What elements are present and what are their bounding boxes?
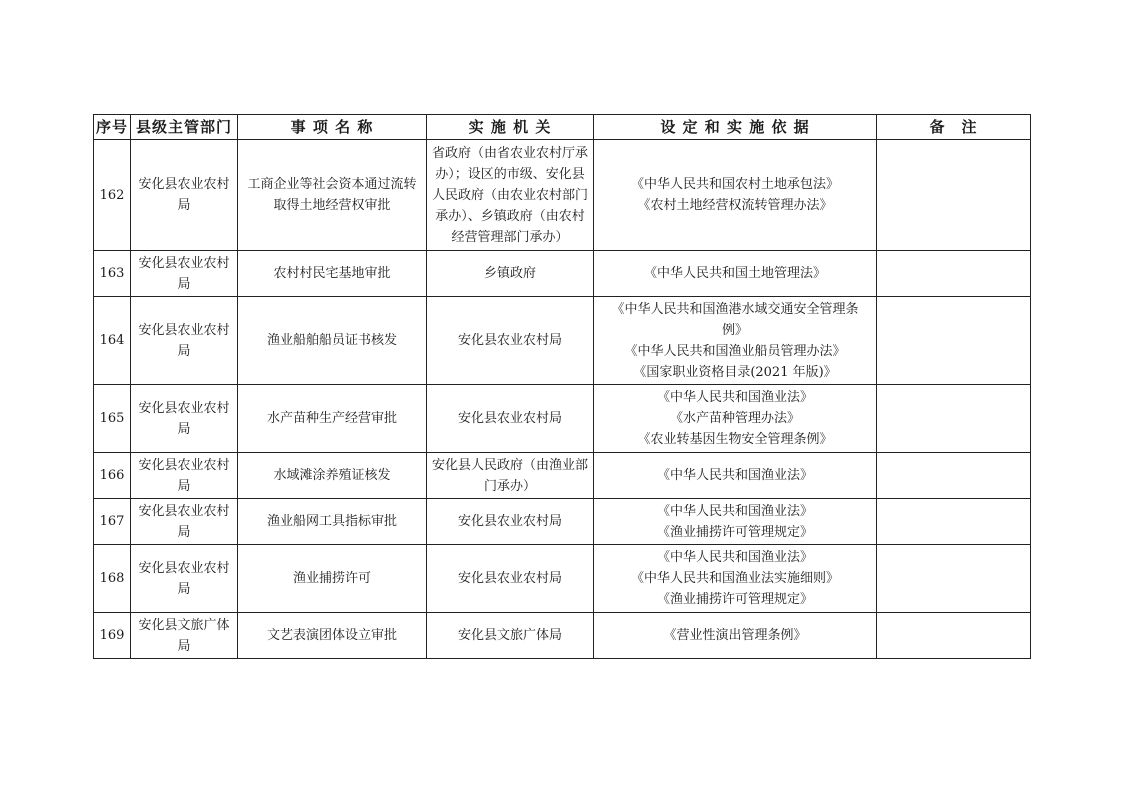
basis-cell-line: 《农业转基因生物安全管理条例》 <box>637 432 833 447</box>
authority-cell <box>427 545 594 613</box>
basis-cell-line: 例》 <box>721 322 748 338</box>
table-row <box>94 297 1031 385</box>
header-dept: 县级主管部门 <box>131 115 238 140</box>
authority-cell-line: 安化县农业农村局 <box>457 571 562 586</box>
dept-cell-line: 安化县农业农村 <box>138 322 230 338</box>
seq-cell: 168 <box>94 545 131 613</box>
header-basis: 设 定 和 实 施 依 据 <box>594 115 877 140</box>
basis-cell <box>594 385 877 453</box>
basis-cell-line: 《国家职业资格目录(2021 年版)》 <box>633 364 837 380</box>
dept-cell <box>131 613 238 659</box>
basis-cell-line: 《渔业捕捞许可管理规定》 <box>656 592 813 607</box>
seq-cell: 167 <box>94 499 131 545</box>
basis-cell-line: 《中华人民共和国农村土地承包法》 <box>630 177 839 192</box>
authority-cell <box>427 251 594 297</box>
table-row <box>94 545 1031 613</box>
basis-cell-line: 《中华人民共和国土地管理法》 <box>643 266 826 281</box>
basis-cell <box>594 297 877 385</box>
seq-cell: 165 <box>94 385 131 453</box>
header-item: 事 项 名 称 <box>238 115 427 140</box>
item-cell-line: 水产苗种生产经营审批 <box>266 411 397 426</box>
note-cell <box>877 297 1031 385</box>
authority-cell-line: 门承办） <box>483 478 536 494</box>
seq-cell: 162 <box>94 140 131 251</box>
basis-cell <box>594 499 877 545</box>
dept-cell-line: 安化县农业农村 <box>138 503 230 519</box>
item-cell-line: 渔业船舶船员证书核发 <box>266 333 397 348</box>
authority-cell-line: 人民政府（由农业农村部门 <box>431 187 588 203</box>
basis-cell-line: 《中华人民共和国渔业法实施细则》 <box>630 571 839 586</box>
basis-cell-line: 《中华人民共和国渔港水域交通安全管理条 <box>611 301 859 317</box>
authority-cell <box>427 297 594 385</box>
header-seq: 序号 <box>94 115 131 140</box>
basis-cell-line: 《中华人民共和国渔业法》 <box>656 468 813 483</box>
basis-cell-line: 《中华人民共和国渔业法》 <box>656 390 813 405</box>
dept-cell-line: 安化县农业农村 <box>138 255 230 271</box>
authority-cell <box>427 499 594 545</box>
authority-cell-line: 安化县农业农村局 <box>457 333 562 348</box>
note-cell <box>877 251 1031 297</box>
authority-cell <box>427 140 594 251</box>
dept-cell <box>131 499 238 545</box>
item-cell-line: 文艺表演团体设立审批 <box>266 628 397 643</box>
item-cell-line: 取得土地经营权审批 <box>273 198 391 213</box>
item-cell <box>238 297 427 385</box>
item-cell <box>238 453 427 499</box>
dept-cell-line: 安化县文旅广体 <box>138 617 230 633</box>
authority-cell-line: 省政府（由省农业农村厅承 <box>431 145 588 161</box>
note-cell <box>877 545 1031 613</box>
dept-cell-line: 局 <box>177 638 191 654</box>
basis-cell <box>594 453 877 499</box>
authority-cell-line: 安化县农业农村局 <box>457 514 562 529</box>
note-cell <box>877 499 1031 545</box>
approval-items-table <box>93 114 1031 659</box>
table-header-row <box>94 115 1031 140</box>
table-row <box>94 140 1031 251</box>
dept-cell-line: 局 <box>177 343 191 359</box>
basis-cell-line: 《中华人民共和国渔业法》 <box>656 503 813 519</box>
table-row <box>94 453 1031 499</box>
dept-cell-line: 局 <box>177 478 191 494</box>
basis-cell-line: 《水产苗种管理办法》 <box>669 411 800 426</box>
dept-cell <box>131 545 238 613</box>
item-cell <box>238 385 427 453</box>
table-row <box>94 385 1031 453</box>
note-cell <box>877 613 1031 659</box>
dept-cell <box>131 385 238 453</box>
seq-cell: 166 <box>94 453 131 499</box>
dept-cell-line: 局 <box>177 524 191 540</box>
basis-cell <box>594 613 877 659</box>
dept-cell <box>131 297 238 385</box>
basis-cell-line: 《中华人民共和国渔业法》 <box>656 550 813 565</box>
dept-cell-line: 安化县农业农村 <box>138 400 230 416</box>
basis-cell-line: 《中华人民共和国渔业船员管理办法》 <box>624 343 846 359</box>
item-cell <box>238 613 427 659</box>
item-cell <box>238 251 427 297</box>
dept-cell-line: 安化县农业农村 <box>138 457 230 473</box>
note-cell <box>877 385 1031 453</box>
dept-cell <box>131 140 238 251</box>
authority-cell-line: 经营管理部门承办） <box>451 229 569 245</box>
basis-cell <box>594 545 877 613</box>
item-cell <box>238 545 427 613</box>
basis-cell <box>594 140 877 251</box>
item-cell <box>238 140 427 251</box>
dept-cell <box>131 453 238 499</box>
item-cell <box>238 499 427 545</box>
item-cell-line: 工商企业等社会资本通过流转 <box>247 177 417 192</box>
authority-cell <box>427 613 594 659</box>
table-row <box>94 251 1031 297</box>
authority-cell-line: 安化县人民政府（由渔业部 <box>431 457 588 473</box>
authority-cell-line: 安化县农业农村局 <box>457 411 562 426</box>
dept-cell-line: 安化县农业农村 <box>138 177 230 192</box>
authority-cell <box>427 453 594 499</box>
dept-cell-line: 局 <box>177 198 191 213</box>
dept-cell-line: 安化县农业农村 <box>138 560 230 576</box>
basis-cell-line: 《营业性演出管理条例》 <box>663 628 807 643</box>
seq-cell: 169 <box>94 613 131 659</box>
dept-cell <box>131 251 238 297</box>
note-cell <box>877 453 1031 499</box>
item-cell-line: 农村村民宅基地审批 <box>273 266 391 281</box>
header-authority: 实 施 机 关 <box>427 115 594 140</box>
item-cell-line: 渔业船网工具指标审批 <box>266 514 397 529</box>
document-page <box>93 114 1031 659</box>
authority-cell-line: 办）；设区的市级、安化县 <box>435 166 585 182</box>
dept-cell-line: 局 <box>177 276 191 292</box>
authority-cell <box>427 385 594 453</box>
basis-cell-line: 《农村土地经营权流转管理办法》 <box>637 198 833 213</box>
seq-cell: 164 <box>94 297 131 385</box>
item-cell-line: 渔业捕捞许可 <box>292 571 371 586</box>
dept-cell-line: 局 <box>177 581 191 597</box>
table-row <box>94 499 1031 545</box>
table-row <box>94 613 1031 659</box>
authority-cell-line: 承办）、乡镇政府（由农村 <box>435 208 585 224</box>
header-note: 备 注 <box>877 115 1031 140</box>
basis-cell <box>594 251 877 297</box>
authority-cell-line: 安化县文旅广体局 <box>457 628 562 643</box>
dept-cell-line: 局 <box>177 421 191 437</box>
note-cell <box>877 140 1031 251</box>
authority-cell-line: 乡镇政府 <box>483 266 536 281</box>
item-cell-line: 水域滩涂养殖证核发 <box>273 468 391 483</box>
basis-cell-line: 《渔业捕捞许可管理规定》 <box>656 524 813 540</box>
seq-cell: 163 <box>94 251 131 297</box>
